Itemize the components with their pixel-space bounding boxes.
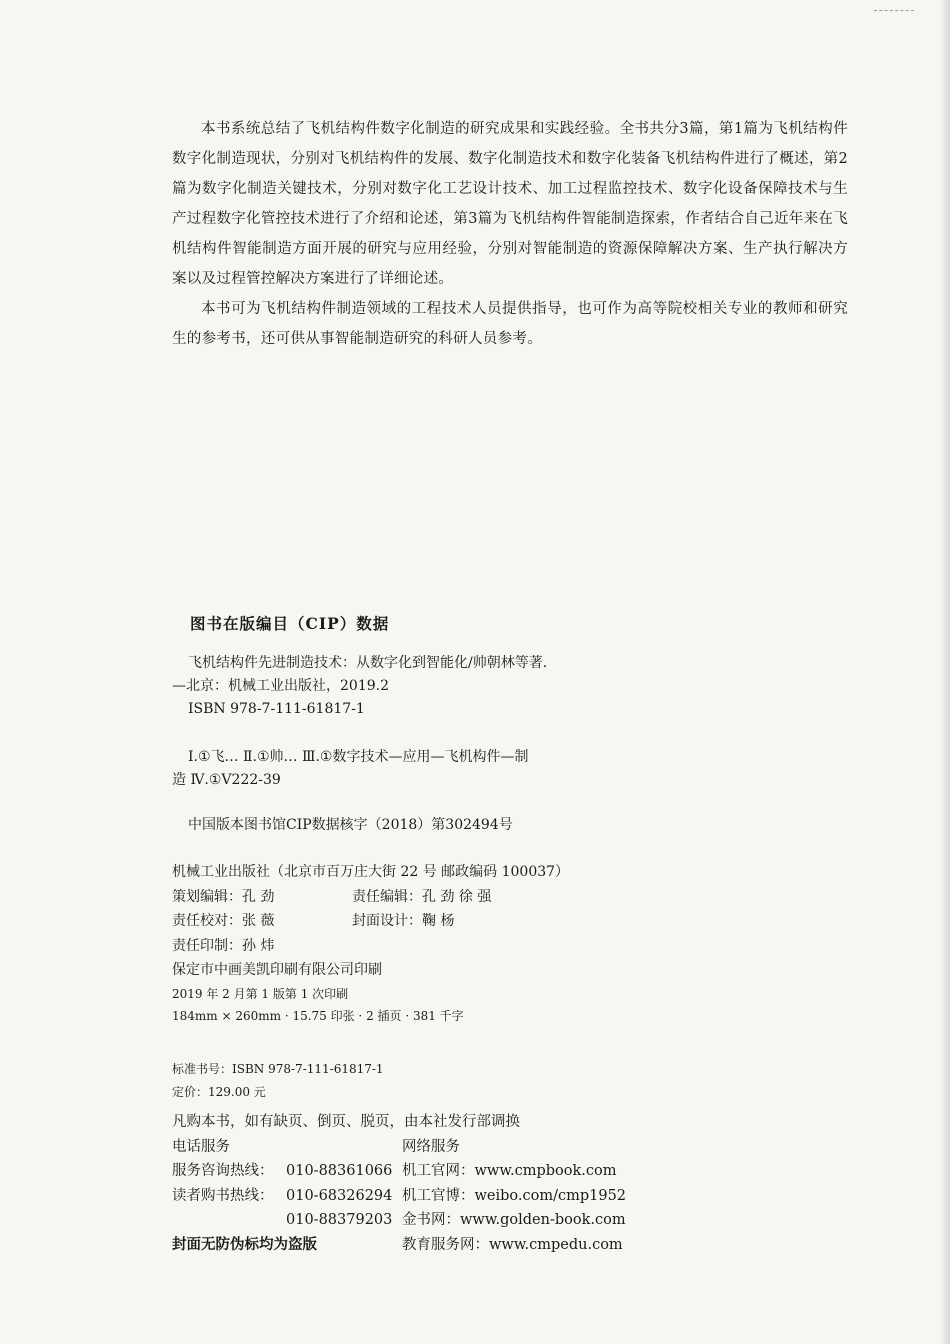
web-service-header: 网络服务 xyxy=(402,1138,460,1155)
anti-fake-row xyxy=(172,1233,626,1258)
spec: 184mm × 260mm · 15.75 印张 · 2 插页 · 381 千字 xyxy=(172,1008,464,1023)
cip-record xyxy=(172,652,692,721)
service-label: 服务咨询热线： xyxy=(172,1163,274,1179)
service-web: 金书网：www.golden-book.com xyxy=(402,1212,626,1228)
service-phone: 010-88379203 xyxy=(286,1212,393,1228)
price: 定价：129.00 元 xyxy=(172,1085,266,1099)
book-abstract xyxy=(172,114,848,354)
pricing-info xyxy=(172,1058,384,1104)
service-phone: 010-68326294 xyxy=(286,1187,393,1204)
cip-book-line: 飞机结构件先进制造技术：从数字化到智能化/帅朝林等著. xyxy=(188,655,548,671)
service-row xyxy=(172,1159,626,1184)
cip-verify-block xyxy=(172,814,692,837)
cip-verify: 中国版本图书馆CIP数据核字（2018）第302494号 xyxy=(188,817,513,833)
edition: 2019 年 2 月第 1 版第 1 次印刷 xyxy=(172,986,349,1001)
abstract-paragraph-2: 本书可为飞机结构件制造领域的工程技术人员提供指导，也可作为高等院校相关专业的教师和研究生的参考书，还可供从事智能制造研究的科研人员参考。 xyxy=(172,301,848,347)
cip-class-line-2: 造 Ⅳ.①V222-39 xyxy=(172,772,281,788)
page-edge-shadow xyxy=(940,0,950,1344)
responsible-editor: 责任编辑：孔 劲 徐 强 xyxy=(352,888,492,905)
proof-row xyxy=(172,909,772,934)
scan-mark xyxy=(874,10,914,15)
service-row xyxy=(172,1184,626,1209)
service-web: 机工官博：weibo.com/cmp1952 xyxy=(402,1187,627,1204)
cip-class-line-1: Ⅰ.①飞… Ⅱ.①帅… Ⅲ.①数字技术—应用—飞机构件—制 xyxy=(188,749,529,765)
service-row xyxy=(172,1208,626,1233)
planning-editor: 策划编辑：孔 劲 xyxy=(172,888,275,905)
print-supervisor: 责任印制：孙 炜 xyxy=(172,937,275,954)
replacement-notice: 凡购本书，如有缺页、倒页、脱页，由本社发行部调换 xyxy=(172,1114,520,1130)
editor-row xyxy=(172,885,772,910)
cip-title: 图书在版编目（CIP）数据 xyxy=(190,614,390,633)
cover-design: 封面设计：鞠 杨 xyxy=(352,913,455,929)
service-web: 机工官网：www.cmpbook.com xyxy=(402,1163,617,1179)
standard-book-number: 标准书号：ISBN 978-7-111-61817-1 xyxy=(172,1062,384,1076)
cip-isbn: ISBN 978-7-111-61817-1 xyxy=(188,701,365,717)
service-header-row xyxy=(172,1135,626,1160)
service-info xyxy=(172,1110,626,1257)
cip-publisher-line: —北京：机械工业出版社，2019.2 xyxy=(172,678,389,694)
phone-service-header: 电话服务 xyxy=(172,1138,230,1155)
proofreader: 责任校对：张 薇 xyxy=(172,913,275,929)
publisher-line: 机械工业出版社（北京市百万庄大街 22 号 邮政编码 100037） xyxy=(172,864,570,880)
anti-fake-notice: 封面无防伪标均为盗版 xyxy=(172,1235,317,1253)
cip-classification xyxy=(172,746,692,792)
publishing-info xyxy=(172,860,772,1027)
printer: 保定市中画美凯印刷有限公司印刷 xyxy=(172,962,382,978)
abstract-paragraph-1: 本书系统总结了飞机结构件数字化制造的研究成果和实践经验。全书共分3篇，第1篇为飞机结构件数字化制造现状，分别对飞机结构件的发展、数字化制造技术和数字化装备飞机结构件进行了概述，第2篇为数字化制造关键技术，分别对数字化工艺设计技术、加工过程监控技术、数字化设备保障技术与生产过程数字化管控技术进行了介绍和论述，第3篇为飞机结构件智能制造探索，作者结合自己近年来在飞机结构件智能制造方面开展的研究与应用经验，分别对智能制造的资源保障解决方案、生产执行解决方案以及过程管控解决方案进行了详细论述。 xyxy=(172,121,848,287)
service-label: 读者购书热线： xyxy=(172,1187,274,1204)
service-phone: 010-88361066 xyxy=(286,1163,393,1179)
edu-service-web: 教育服务网：www.cmpedu.com xyxy=(402,1236,623,1253)
